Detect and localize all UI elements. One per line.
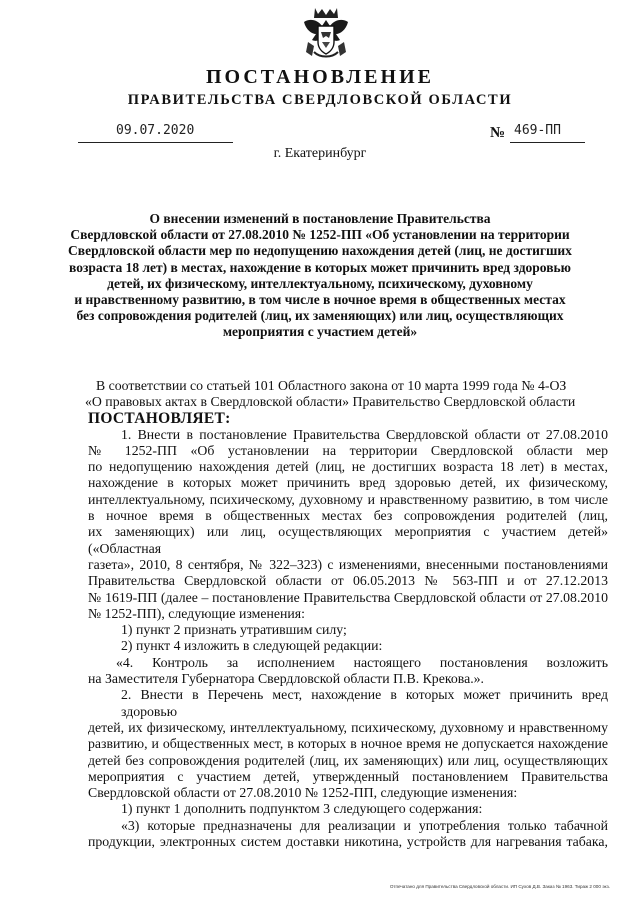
body-line: «О правовых актах в Свердловской области» Правительство Свердловской области [85, 394, 576, 410]
subject-line: и нравственному развитию, в том числе в ночное время в общественных местах [74, 292, 566, 308]
body-line: № 1252-ПП «Об установлении на территории Свердловской области мер [88, 442, 608, 458]
coat-of-arms-icon [300, 6, 352, 60]
resolves-heading: ПОСТАНОВЛЯЕТ: [88, 409, 231, 427]
body-line: Правительства Свердловской области от 06.05.2013 № 563-ПП и от 27.12.2013 [88, 573, 608, 589]
body-line: 1) пункт 2 признать утратившим силу; [121, 622, 347, 638]
number-field [490, 123, 585, 142]
subject-line: О внесении изменений в постановление Правительства [149, 211, 491, 226]
number-underline [510, 123, 585, 143]
number-sign: № [490, 125, 506, 141]
document-date: 09.07.2020 [116, 123, 195, 138]
body-line: 2) пункт 4 изложить в следующей редакции: [121, 638, 383, 654]
body-line: «3) которые предназначены для реализации и употребления только табачной [121, 817, 608, 833]
document-number: 469-ПП [514, 123, 561, 138]
body-line: на Заместителя Губернатора Свердловской области П.В. Крекова.». [88, 671, 484, 687]
print-footer: Отпечатано для Правительства Свердловской области. ИП Сухов Д.В. Заказ № 1963. Тираж 2 000 экз. [389, 884, 610, 889]
body-line: нахождение в которых может причинить вред здоровью детей, их физическому, [88, 475, 608, 491]
body-line: детей, их физическому, интеллектуальному, психическому, духовному и нравственному [88, 719, 608, 735]
body-line: по недопущению нахождения детей (лиц, не достигших возраста 18 лет) в местах, [88, 459, 608, 475]
body-line: детей без сопровождения родителей (лиц, их заменяющих) или лиц, осуществляющих [88, 752, 608, 768]
body-line: 1) пункт 1 дополнить подпунктом 3 следующего содержания: [121, 801, 483, 817]
subject-line: мероприятия с участием детей» [222, 324, 418, 340]
subject-line: возраста 18 лет) в местах, нахождение в которых может причинить вред здоровью [69, 259, 571, 275]
body-line: 2. Внести в Перечень мест, нахождение в которых может причинить вред здоровью [121, 687, 608, 719]
body-line: в ночное время в общественных местах без сопровождения родителей (лиц, [88, 508, 608, 524]
issuing-authority-title: ПРАВИТЕЛЬСТВА СВЕРДЛОВСКОЙ ОБЛАСТИ [127, 92, 513, 108]
body-line: интеллектуальному, психическому, духовному и нравственному развитию, в том числе [88, 491, 608, 507]
body-line: развитию, и общественных мест, в которых в ночное время не допускается нахождение [88, 736, 608, 752]
body-line: их заменяющих) или лиц, осуществляющих мероприятия с участием детей» («Областная [88, 524, 608, 556]
subject-line: детей, их физическому, интеллектуальному, психическому, духовному [107, 275, 533, 291]
city-label: г. Екатеринбург [273, 146, 367, 161]
date-field [78, 123, 233, 143]
subject-line: Свердловской области от 27.08.2010 № 1252-ПП «Об установлении на территории [70, 227, 570, 243]
body-line: В соответствии со статьей 101 Областного закона от 10 марта 1999 года № 4-ОЗ [96, 378, 567, 393]
document-body [85, 378, 608, 850]
body-line: продукции, электронных систем доставки никотина, устройств для нагревания табака, [88, 834, 608, 850]
body-line: № 1619-ПП (далее – постановление Правительства Свердловской области от 27.08.2010 [88, 589, 608, 605]
body-line: № 1252-ПП), следующие изменения: [88, 605, 305, 621]
body-line: 1. Внести в постановление Правительства Свердловской области от 27.08.2010 [121, 426, 608, 442]
body-line: мероприятия с участием детей, утвержденный постановлением Правительства [88, 768, 608, 784]
body-line: газета», 2010, 8 сентября, № 322–323) с изменениями, внесенными постановлениями [88, 556, 608, 572]
document-subject [50, 211, 590, 341]
subject-line: Свердловской области мер по недопущению нахождения детей (лиц, не достигших [68, 243, 572, 259]
subject-line: без сопровождения родителей (лиц, их заменяющих) или лиц, осуществляющих [76, 308, 564, 324]
body-line: «4. Контроль за исполнением настоящего постановления возложить [116, 654, 608, 670]
body-line: Свердловской области от 27.08.2010 № 1252-ПП, следующие изменения: [88, 785, 518, 801]
document-type-title: ПОСТАНОВЛЕНИЕ [206, 66, 434, 88]
